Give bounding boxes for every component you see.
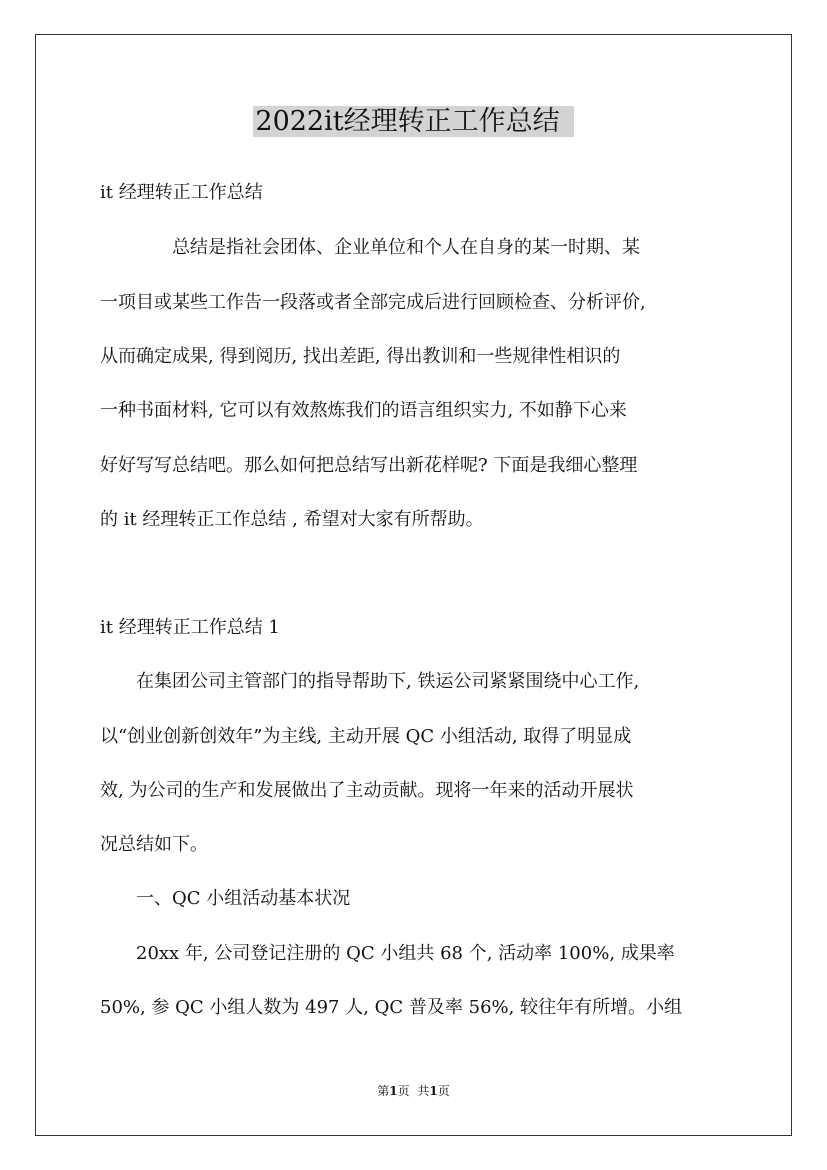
intro-line: 总结是指社会团体、企业单位和个人在自身的某一时期、某 — [100, 237, 640, 258]
document-subtitle: it 经理转正工作总结 — [100, 182, 263, 203]
subsection-heading: 一、QC 小组活动基本状况 — [100, 888, 351, 909]
document-title — [0, 100, 827, 144]
footer-page-suffix: 页 — [397, 1084, 410, 1098]
subsection-line: 20xx 年, 公司登记注册的 QC 小组共 68 个, 活动率 100%, 成果率 — [100, 943, 675, 964]
subsection-line: 50%, 参 QC 小组人数为 497 人, QC 普及率 56%, 较往年有所增。小组 — [100, 997, 683, 1018]
intro-line: 从而确定成果, 得到阅历, 找出差距, 得出教训和一些规律性相识的 — [100, 346, 621, 367]
document-title-text: 2022it经理转正工作总结 — [253, 106, 573, 137]
page-footer — [0, 1082, 827, 1100]
footer-page-number: 1 — [389, 1084, 398, 1098]
section-line: 效, 为公司的生产和发展做出了主动贡献。现将一年来的活动开展状 — [100, 780, 634, 801]
section-line: 在集团公司主管部门的指导帮助下, 铁运公司紧紧围绕中心工作, — [100, 671, 640, 692]
section-line: 况总结如下。 — [100, 834, 208, 855]
footer-total-number: 1 — [429, 1084, 438, 1098]
section-heading: it 经理转正工作总结 1 — [100, 617, 280, 638]
footer-total-prefix: 共 — [417, 1084, 430, 1098]
intro-line: 的 it 经理转正工作总结 , 希望对大家有所帮助。 — [100, 509, 484, 530]
footer-total-suffix: 页 — [437, 1084, 450, 1098]
section-line: 以“创业创新创效年”为主线, 主动开展 QC 小组活动, 取得了明显成 — [100, 726, 632, 747]
intro-line: 好好写写总结吧。那么如何把总结写出新花样呢? 下面是我细心整理 — [100, 455, 638, 476]
intro-line: 一种书面材料, 它可以有效熬炼我们的语言组织实力, 不如静下心来 — [100, 400, 627, 421]
intro-line: 一项目或某些工作告一段落或者全部完成后进行回顾检查、分析评价, — [100, 292, 646, 313]
footer-page-prefix: 第 — [377, 1084, 390, 1098]
